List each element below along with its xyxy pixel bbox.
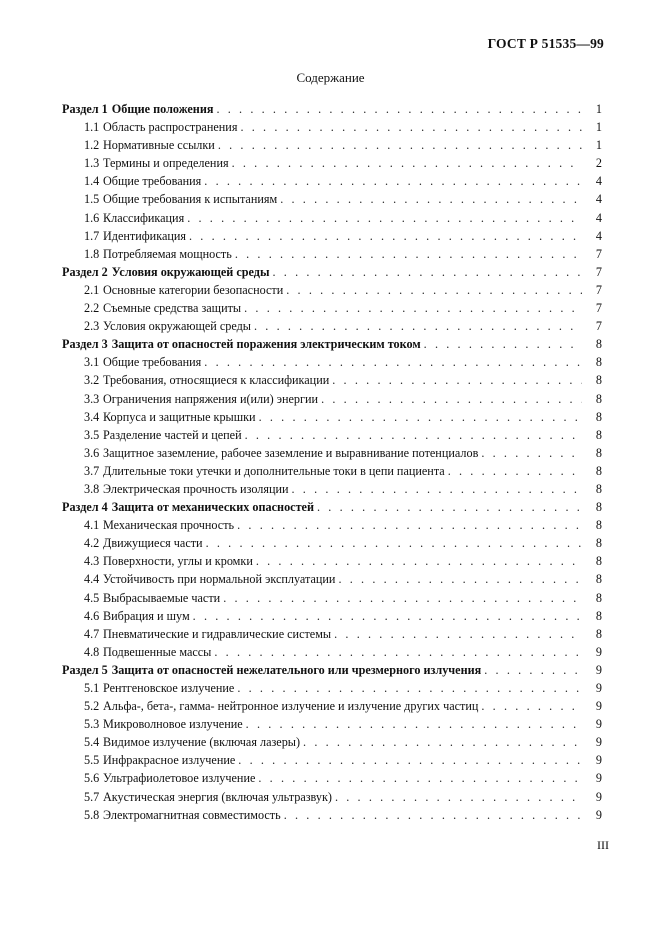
toc-entry-title: Электромагнитная совместимость xyxy=(103,807,281,822)
toc-entry-page: 1 xyxy=(595,102,602,116)
toc-entry-title: Видимое излучение (включая лазеры) xyxy=(103,735,301,750)
toc-entry-page: 2 xyxy=(595,156,602,171)
toc-subsection-row xyxy=(62,643,602,661)
toc-section-row xyxy=(62,661,602,679)
toc-entry-title: Микроволновое излучение xyxy=(103,717,243,732)
toc-entry-number: 1.2 xyxy=(84,138,100,153)
toc-entry-title: Устойчивость при нормальной эксплуатации xyxy=(103,572,336,587)
toc-entry-title: Механическая прочность xyxy=(103,518,235,533)
toc-entry-page: 8 xyxy=(595,572,602,587)
toc-subsection-row xyxy=(62,408,602,426)
toc-entry-title: Область распространения xyxy=(103,120,238,135)
toc-entry-page: 9 xyxy=(595,717,602,732)
toc-subsection-row xyxy=(62,679,602,697)
dot-leader xyxy=(187,209,582,227)
toc-subsection-row xyxy=(62,788,602,806)
toc-entry-page: 8 xyxy=(595,373,602,388)
dot-leader xyxy=(303,733,582,751)
toc-subsection-row xyxy=(62,462,602,480)
toc-entry-page: 7 xyxy=(595,319,602,334)
toc-entry-page: 4 xyxy=(595,210,602,225)
toc-entry-title: Защита от опасностей нежелательного или чрезмерного излучения xyxy=(111,662,482,677)
dot-leader xyxy=(214,643,582,661)
toc-section-row xyxy=(62,263,602,281)
toc-entry-number: Раздел 5 xyxy=(62,662,108,677)
toc-entry-page: 9 xyxy=(595,789,602,804)
toc-entry-page: 8 xyxy=(595,355,602,370)
dot-leader xyxy=(232,154,582,172)
dot-leader xyxy=(321,390,582,408)
toc-section-row xyxy=(62,335,602,353)
toc-subsection-row xyxy=(62,136,602,154)
toc-entry-title: Съемные средства защиты xyxy=(103,301,242,316)
dot-leader xyxy=(235,245,582,263)
toc-subsection-row xyxy=(62,534,602,552)
dot-leader xyxy=(284,806,582,824)
toc-entry-title: Основные категории безопасности xyxy=(103,282,284,297)
toc-subsection-row xyxy=(62,154,602,172)
toc-entry-title: Ограничения напряжения и(или) энергии xyxy=(103,391,319,406)
toc-entry-number: 5.3 xyxy=(84,717,100,732)
toc-subsection-row xyxy=(62,625,602,643)
toc-entry-number: 4.7 xyxy=(84,626,100,641)
toc-title: Содержание xyxy=(296,70,365,85)
toc-entry-title: Альфа-, бета-, гамма- нейтронное излучение и излучение других частиц xyxy=(103,699,479,714)
toc-subsection-row xyxy=(62,371,602,389)
dot-leader xyxy=(244,299,582,317)
toc-subsection-row xyxy=(62,353,602,371)
toc-entry-title: Поверхности, углы и кромки xyxy=(103,554,253,569)
toc-subsection-row xyxy=(62,733,602,751)
toc-entry-page: 8 xyxy=(595,337,602,352)
toc-entry-title: Рентгеновское излучение xyxy=(103,681,235,695)
toc-entry-number: 5.1 xyxy=(84,681,100,695)
toc-entry-title: Электрическая прочность изоляции xyxy=(103,481,289,496)
dot-leader xyxy=(256,552,582,570)
toc-subsection-row xyxy=(62,480,602,498)
toc-entry-page: 8 xyxy=(595,463,602,478)
toc-list xyxy=(62,100,602,824)
toc-entry-number: Раздел 4 xyxy=(62,500,108,515)
toc-subsection-row xyxy=(62,751,602,769)
toc-subsection-row xyxy=(62,172,602,190)
toc-entry-page: 8 xyxy=(595,590,602,605)
page-number: III xyxy=(597,838,609,852)
dot-leader xyxy=(240,118,582,136)
toc-entry-number: Раздел 2 xyxy=(62,264,108,279)
toc-entry-title: Общие положения xyxy=(111,102,214,116)
toc-entry-title: Условия окружающей среды xyxy=(103,319,251,334)
toc-entry-page: 8 xyxy=(595,554,602,569)
toc-entry-number: 1.8 xyxy=(84,246,100,261)
toc-subsection-row xyxy=(62,715,602,733)
toc-entry-number: 1.3 xyxy=(84,156,100,171)
toc-entry-page: 8 xyxy=(595,626,602,641)
toc-entry-title: Требования, относящиеся к классификации xyxy=(103,373,330,388)
toc-entry-title: Инфракрасное излучение xyxy=(103,753,236,768)
toc-entry-page: 9 xyxy=(595,735,602,750)
toc-entry-page: 4 xyxy=(595,228,602,243)
toc-entry-page: 7 xyxy=(595,282,602,297)
toc-subsection-row xyxy=(62,516,602,534)
toc-entry-title: Ультрафиолетовое излучение xyxy=(103,771,256,786)
toc-subsection-row xyxy=(62,390,602,408)
toc-subsection-row xyxy=(62,299,602,317)
toc-entry-page: 7 xyxy=(595,264,602,279)
toc-subsection-row xyxy=(62,697,602,715)
toc-entry-number: 3.4 xyxy=(84,409,100,424)
document-id: ГОСТ Р 51535—99 xyxy=(487,36,604,51)
toc-entry-number: 2.3 xyxy=(84,319,100,334)
toc-entry-number: 2.1 xyxy=(84,282,100,297)
dot-leader xyxy=(237,516,582,534)
toc-entry-page: 8 xyxy=(595,409,602,424)
toc-entry-title: Общие требования xyxy=(103,174,202,189)
toc-entry-number: 5.2 xyxy=(84,699,100,714)
toc-entry-page: 9 xyxy=(595,807,602,822)
toc-entry-number: 4.5 xyxy=(84,590,100,605)
toc-entry-page: 4 xyxy=(595,174,602,189)
toc-entry-number: 3.8 xyxy=(84,481,100,496)
dot-leader xyxy=(481,444,582,462)
dot-leader xyxy=(334,625,582,643)
toc-subsection-row xyxy=(62,589,602,607)
toc-entry-title: Акустическая энергия (включая ультразвук) xyxy=(103,789,332,804)
dot-leader xyxy=(292,480,582,498)
toc-entry-page: 9 xyxy=(595,753,602,768)
toc-entry-title: Потребляемая мощность xyxy=(103,246,232,261)
dot-leader xyxy=(204,172,582,190)
toc-entry-title: Идентификация xyxy=(103,228,186,243)
toc-entry-number: 3.1 xyxy=(84,355,100,370)
dot-leader xyxy=(448,462,582,480)
toc-entry-page: 9 xyxy=(595,662,602,677)
toc-section-row xyxy=(62,498,602,516)
toc-entry-page: 1 xyxy=(595,138,602,153)
dot-leader xyxy=(317,498,582,516)
toc-subsection-row xyxy=(62,209,602,227)
toc-entry-page: 8 xyxy=(595,518,602,533)
dot-leader xyxy=(254,317,582,335)
toc-entry-page: 7 xyxy=(595,301,602,316)
toc-entry-number: 5.5 xyxy=(84,753,100,768)
toc-subsection-row xyxy=(62,570,602,588)
toc-subsection-row xyxy=(62,190,602,208)
dot-leader xyxy=(259,408,582,426)
dot-leader xyxy=(216,100,582,118)
toc-entry-page: 8 xyxy=(595,500,602,515)
toc-entry-title: Длительные токи утечки и дополнительные токи в цепи пациента xyxy=(103,463,445,478)
toc-entry-number: 4.2 xyxy=(84,536,100,551)
dot-leader xyxy=(206,534,582,552)
dot-leader xyxy=(258,769,582,787)
dot-leader xyxy=(223,589,582,607)
dot-leader xyxy=(237,679,582,697)
toc-subsection-row xyxy=(62,806,602,824)
toc-entry-number: Раздел 3 xyxy=(62,337,108,352)
toc-subsection-row xyxy=(62,118,602,136)
toc-subsection-row xyxy=(62,552,602,570)
dot-leader xyxy=(286,281,582,299)
toc-entry-title: Разделение частей и цепей xyxy=(103,427,242,442)
toc-subsection-row xyxy=(62,607,602,625)
toc-entry-number: 3.2 xyxy=(84,373,100,388)
toc-section-row xyxy=(62,100,602,118)
toc-entry-number: 1.4 xyxy=(84,174,100,189)
toc-entry-number: 1.1 xyxy=(84,120,100,135)
toc-entry-page: 8 xyxy=(595,445,602,460)
toc-subsection-row xyxy=(62,444,602,462)
toc-entry-page: 8 xyxy=(595,608,602,623)
toc-subsection-row xyxy=(62,317,602,335)
toc-entry-number: 3.6 xyxy=(84,445,100,460)
toc-entry-page: 9 xyxy=(595,681,602,695)
toc-entry-number: 1.6 xyxy=(84,210,100,225)
toc-entry-number: 1.5 xyxy=(84,192,100,207)
dot-leader xyxy=(335,788,582,806)
dot-leader xyxy=(246,715,582,733)
dot-leader xyxy=(245,426,582,444)
toc-entry-title: Защита от опасностей поражения электрическим током xyxy=(111,337,421,352)
toc-entry-title: Выбрасываемые части xyxy=(103,590,221,605)
toc-entry-number: 3.5 xyxy=(84,427,100,442)
toc-entry-number: 4.1 xyxy=(84,518,100,533)
dot-leader xyxy=(424,335,582,353)
toc-entry-page: 4 xyxy=(595,192,602,207)
toc-entry-title: Общие требования xyxy=(103,355,202,370)
toc-entry-title: Подвешенные массы xyxy=(103,644,212,659)
toc-entry-title: Классификация xyxy=(103,210,185,225)
toc-entry-title: Защитное заземление, рабочее заземление и выравнивание потенциалов xyxy=(103,445,479,460)
dot-leader xyxy=(218,136,582,154)
dot-leader xyxy=(332,371,582,389)
toc-entry-page: 8 xyxy=(595,391,602,406)
toc-entry-title: Общие требования к испытаниям xyxy=(103,192,278,207)
toc-subsection-row xyxy=(62,245,602,263)
toc-entry-page: 1 xyxy=(595,120,602,135)
toc-entry-title: Корпуса и защитные крышки xyxy=(103,409,256,424)
toc-entry-number: 4.6 xyxy=(84,608,100,623)
toc-entry-number: 4.4 xyxy=(84,572,100,587)
toc-entry-page: 8 xyxy=(595,427,602,442)
dot-leader xyxy=(204,353,582,371)
toc-entry-page: 8 xyxy=(595,536,602,551)
toc-entry-page: 9 xyxy=(595,644,602,659)
toc-entry-number: 5.6 xyxy=(84,771,100,786)
toc-subsection-row xyxy=(62,227,602,245)
toc-entry-page: 7 xyxy=(595,246,602,261)
toc-entry-number: 4.8 xyxy=(84,644,100,659)
toc-entry-page: 9 xyxy=(595,699,602,714)
dot-leader xyxy=(273,263,583,281)
toc-entry-number: 1.7 xyxy=(84,228,100,243)
toc-entry-page: 8 xyxy=(595,481,602,496)
dot-leader xyxy=(189,227,582,245)
dot-leader xyxy=(280,190,582,208)
toc-subsection-row xyxy=(62,769,602,787)
toc-entry-number: 5.8 xyxy=(84,807,100,822)
toc-entry-title: Условия окружающей среды xyxy=(111,264,270,279)
toc-entry-number: 5.4 xyxy=(84,735,100,750)
dot-leader xyxy=(338,570,582,588)
toc-entry-page: 9 xyxy=(595,771,602,786)
toc-subsection-row xyxy=(62,281,602,299)
toc-entry-title: Вибрация и шум xyxy=(103,608,190,623)
dot-leader xyxy=(484,661,582,679)
dot-leader xyxy=(238,751,582,769)
toc-entry-number: 3.7 xyxy=(84,463,100,478)
dot-leader xyxy=(481,697,582,715)
dot-leader xyxy=(193,607,582,625)
toc-entry-title: Нормативные ссылки xyxy=(103,138,215,153)
toc-entry-number: 2.2 xyxy=(84,301,100,316)
toc-entry-title: Защита от механических опасностей xyxy=(111,500,314,515)
toc-entry-number: 3.3 xyxy=(84,391,100,406)
toc-entry-title: Термины и определения xyxy=(103,156,229,171)
toc-entry-title: Пневматические и гидравлические системы xyxy=(103,626,332,641)
toc-entry-title: Движущиеся части xyxy=(103,536,203,551)
toc-entry-number: 4.3 xyxy=(84,554,100,569)
toc-entry-number: Раздел 1 xyxy=(62,102,108,116)
toc-entry-number: 5.7 xyxy=(84,789,100,804)
toc-subsection-row xyxy=(62,426,602,444)
